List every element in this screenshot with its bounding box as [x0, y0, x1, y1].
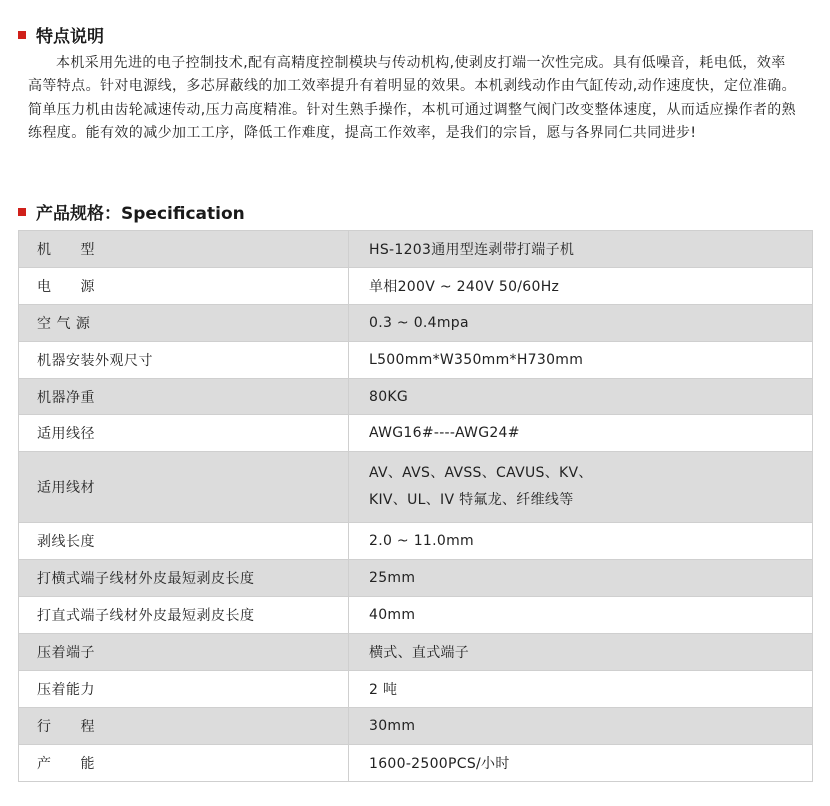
spec-value: HS-1203通用型连剥带打端子机	[349, 231, 813, 268]
table-row	[19, 560, 813, 597]
red-square-bullet-icon	[18, 31, 26, 39]
spec-value: AWG16#----AWG24#	[349, 415, 813, 452]
spec-label: 打直式端子线材外皮最短剥皮长度	[19, 597, 349, 634]
spec-label: 剥线长度	[19, 523, 349, 560]
features-paragraph: 本机采用先进的电子控制技术,配有高精度控制模块与传动机构,使剥皮打端一次性完成。具有低噪音，耗电低，效率高等特点。针对电源线，多芯屏蔽线的加工效率提升有着明显的效果。本机剥线动作由气缸传动,动作速度快，定位准确。简单压力机由齿轮减速传动,压力高度精准。针对生熟手操作，本机可通过调整气阀门改变整体速度，从而适应操作者的熟练程度。能有效的减少加工工序，降低工作难度，提高工作效率，是我们的宗旨，愿与各界同仁共同进步!	[28, 55, 797, 142]
spec-label: 行 程	[19, 707, 349, 744]
spec-value: L500mm*W350mm*H730mm	[349, 341, 813, 378]
table-row	[19, 415, 813, 452]
table-row	[19, 341, 813, 378]
spec-value: 1600-2500PCS/小时	[349, 744, 813, 781]
spec-value: 80KG	[349, 378, 813, 415]
spec-table	[18, 230, 813, 782]
table-row	[19, 670, 813, 707]
spec-label: 机器净重	[19, 378, 349, 415]
table-row	[19, 634, 813, 671]
spec-value: 横式、直式端子	[349, 634, 813, 671]
spec-label: 产 能	[19, 744, 349, 781]
features-heading	[18, 22, 104, 47]
table-row	[19, 707, 813, 744]
spec-value: 单相200V ~ 240V 50/60Hz	[349, 267, 813, 304]
spec-label: 空 气 源	[19, 304, 349, 341]
spec-label: 机器安装外观尺寸	[19, 341, 349, 378]
spec-value: 2.0 ~ 11.0mm	[349, 523, 813, 560]
table-row	[19, 523, 813, 560]
table-row	[19, 597, 813, 634]
spec-value: 30mm	[349, 707, 813, 744]
spec-value: 0.3 ~ 0.4mpa	[349, 304, 813, 341]
features-title: 特点说明	[36, 27, 104, 47]
spec-title: 产品规格：Specification	[36, 204, 245, 224]
table-row	[19, 452, 813, 523]
red-square-bullet-icon	[18, 208, 26, 216]
spec-value-line: AV、AVS、AVSS、CAVUS、KV、	[369, 465, 593, 482]
spec-label: 机 型	[19, 231, 349, 268]
table-row	[19, 378, 813, 415]
table-row	[19, 231, 813, 268]
spec-value: 2 吨	[349, 670, 813, 707]
spec-label: 适用线径	[19, 415, 349, 452]
spec-value: 40mm	[349, 597, 813, 634]
spec-label: 压着能力	[19, 670, 349, 707]
table-row	[19, 744, 813, 781]
spec-value-line: KIV、UL、IV 特氟龙、纤维线等	[369, 492, 574, 509]
spec-label: 适用线材	[19, 452, 349, 523]
table-row	[19, 304, 813, 341]
spec-label: 压着端子	[19, 634, 349, 671]
spec-label: 电 源	[19, 267, 349, 304]
spec-value: 25mm	[349, 560, 813, 597]
spec-heading	[18, 199, 245, 224]
table-row	[19, 267, 813, 304]
spec-value	[349, 452, 813, 523]
spec-label: 打横式端子线材外皮最短剥皮长度	[19, 560, 349, 597]
